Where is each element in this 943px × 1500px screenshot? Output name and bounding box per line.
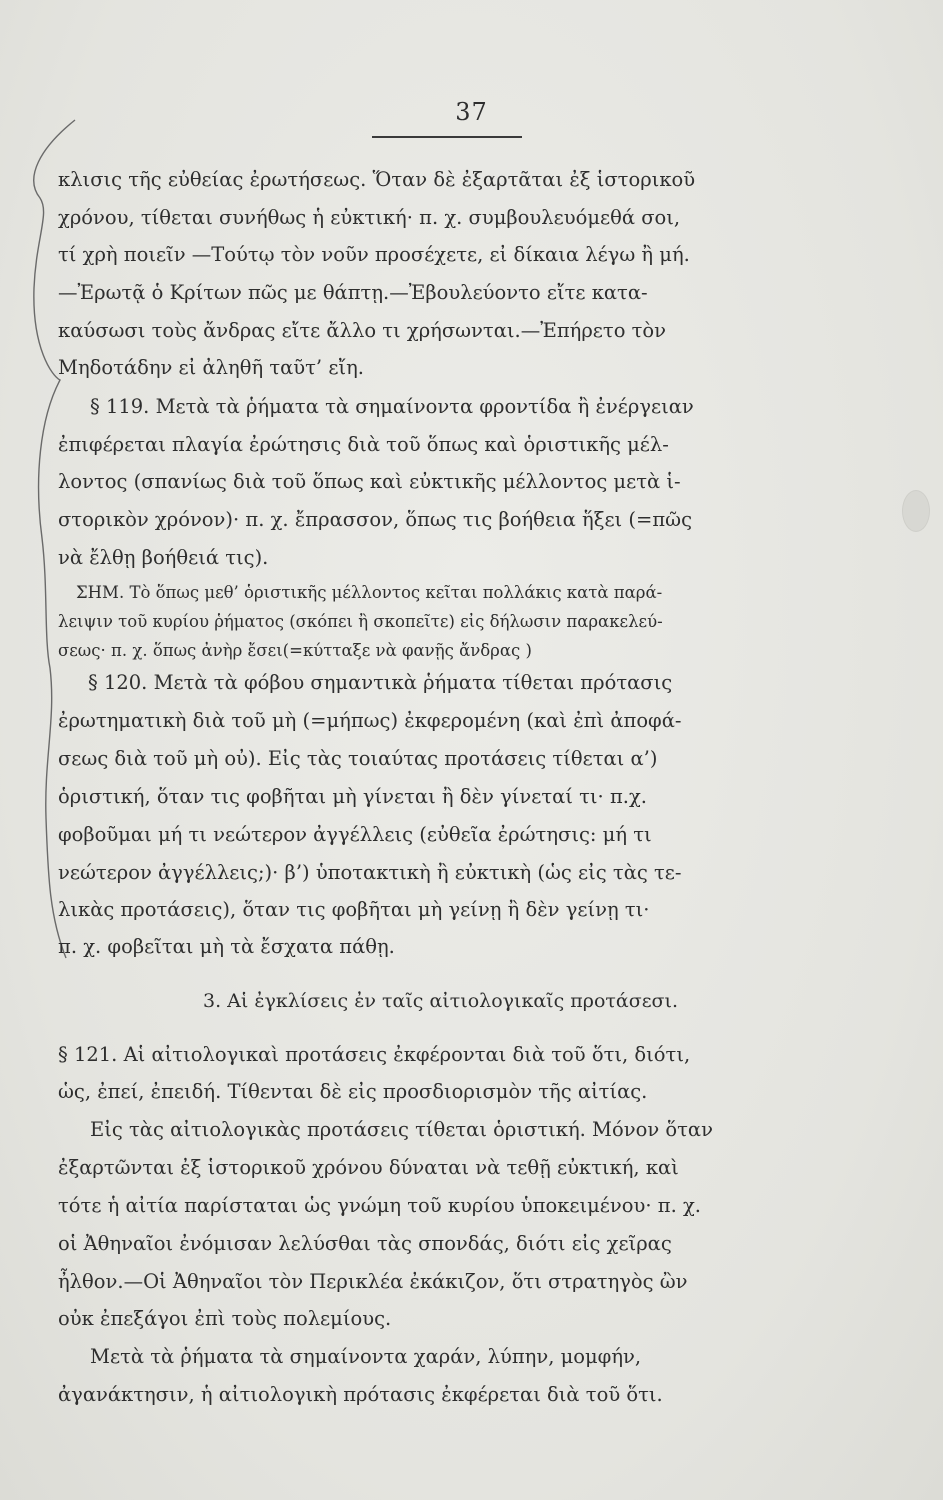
note-line: σεως· π. χ. ὅπως ἀνὴρ ἔσει(=κύτταξε νὰ φανῇς ἄνδρας ) bbox=[58, 641, 532, 660]
text-line: ἐρωτηματικὴ διὰ τοῦ μὴ (=μήπως) ἐκφερομένη (καὶ ἐπὶ ἀποφά- bbox=[58, 709, 682, 732]
text-line: ὁριστική, ὅταν τις φοβῆται μὴ γίνεται ἢ δὲν γίνεταί τι· π.χ. bbox=[58, 785, 647, 808]
text-line: οὐκ ἐπεξάγοι ἐπὶ τοὺς πολεμίους. bbox=[58, 1307, 392, 1330]
section-heading: 3. Αἱ ἐγκλίσεις ἐν ταῖς αἰτιολογικαῖς προτάσεσι. bbox=[202, 990, 678, 1012]
text-line: καύσωσι τοὺς ἄνδρας εἴτε ἄλλο τι χρήσωνται.—Ἐπήρετο τὸν bbox=[58, 319, 667, 342]
text-line: ἀγανάκτησιν, ἡ αἰτιολογικὴ πρότασις ἐκφέρεται διὰ τοῦ ὅτι. bbox=[58, 1383, 663, 1406]
text-line: π. χ. φοβεῖται μὴ τὰ ἔσχατα πάθῃ. bbox=[58, 935, 395, 958]
text-line: νὰ ἔλθῃ βοήθειά τις). bbox=[58, 546, 269, 569]
text-line: —Ἐρωτᾷ ὁ Κρίτων πῶς με θάπτῃ.—Ἐβουλεύοντο εἴτε κατα- bbox=[58, 281, 648, 304]
header-rule bbox=[372, 136, 522, 138]
text-line: οἱ Ἀθηναῖοι ἐνόμισαν λελύσθαι τὰς σπονδάς, διότι εἰς χεῖρας bbox=[58, 1232, 672, 1255]
text-line: νεώτερον ἀγγέλλεις;)· β’) ὑποτακτικὴ ἢ εὐκτικὴ (ὡς εἰς τὰς τε- bbox=[58, 861, 682, 884]
page-hole bbox=[902, 490, 930, 532]
text-line: τί χρὴ ποιεῖν —Τούτῳ τὸν νοῦν προσέχετε, εἰ δίκαια λέγω ἢ μή. bbox=[58, 243, 690, 266]
note-line: λειψιν τοῦ κυρίου ῥήματος (σκόπει ἢ σκοπεῖτε) εἰς δήλωσιν παρακελεύ- bbox=[58, 612, 663, 631]
paragraph-120: § 120. Μετὰ τὰ φόβου σημαντικὰ ῥήματα τίθεται πρότασις bbox=[88, 671, 673, 694]
text-line: χρόνου, τίθεται συνήθως ἡ εὐκτική· π. χ. συμβουλευόμεθά σοι, bbox=[58, 206, 681, 229]
text-line: ἐπιφέρεται πλαγία ἐρώτησις διὰ τοῦ ὅπως καὶ ὁριστικῆς μέλ- bbox=[58, 433, 669, 456]
text-line: κλισις τῆς εὐθείας ἐρωτήσεως. Ὅταν δὲ ἐξαρτᾶται ἐξ ἱστορικοῦ bbox=[58, 168, 696, 191]
text-line: ὡς, ἐπεί, ἐπειδή. Τίθενται δὲ εἰς προσδιορισμὸν τῆς αἰτίας. bbox=[58, 1080, 648, 1103]
text-line: τότε ἡ αἰτία παρίσταται ὡς γνώμη τοῦ κυρίου ὑποκειμένου· π. χ. bbox=[58, 1194, 701, 1217]
page-number: 37 bbox=[455, 98, 488, 126]
note-line: ΣΗΜ. Τὸ ὅπως μεθ’ ὁριστικῆς μέλλοντος κεῖται πολλάκις κατὰ παρά- bbox=[76, 583, 663, 602]
text-line: φοβοῦμαι μή τι νεώτερον ἀγγέλλεις (εὐθεῖα ἐρώτησις: μή τι bbox=[58, 823, 652, 846]
text-line: Εἰς τὰς αἰτιολογικὰς προτάσεις τίθεται ὁριστική. Μόνον ὅταν bbox=[90, 1118, 713, 1141]
text-line: Μηδοτάδην εἰ ἀληθῆ ταῦτ’ εἴη. bbox=[58, 356, 364, 379]
text-line: σεως διὰ τοῦ μὴ οὐ). Εἰς τὰς τοιαύτας προτάσεις τίθεται α’) bbox=[58, 747, 658, 770]
text-line: ἦλθον.—Οἱ Ἀθηναῖοι τὸν Περικλέα ἐκάκιζον, ὅτι στρατηγὸς ὢν bbox=[58, 1270, 688, 1293]
paragraph-119: § 119. Μετὰ τὰ ῥήματα τὰ σημαίνοντα φροντίδα ἢ ἐνέργειαν bbox=[90, 395, 694, 418]
paragraph-121: § 121. Αἱ αἰτιολογικαὶ προτάσεις ἐκφέρονται διὰ τοῦ ὅτι, διότι, bbox=[58, 1043, 691, 1066]
text-line: στορικὸν χρόνον)· π. χ. ἔπρασσον, ὅπως τις βοήθεια ἥξει (=πῶς bbox=[58, 508, 692, 531]
text-line: Μετὰ τὰ ῥήματα τὰ σημαίνοντα χαράν, λύπην, μομφήν, bbox=[90, 1345, 642, 1368]
text-line: ἐξαρτῶνται ἐξ ἱστορικοῦ χρόνου δύναται νὰ τεθῇ εὐκτική, καὶ bbox=[58, 1156, 679, 1179]
text-line: λοντος (σπανίως διὰ τοῦ ὅπως καὶ εὐκτικῆς μέλλοντος μετὰ ἱ- bbox=[58, 470, 681, 493]
text-line: λικὰς προτάσεις), ὅταν τις φοβῆται μὴ γείνῃ ἢ δὲν γείνῃ τι· bbox=[58, 898, 650, 921]
